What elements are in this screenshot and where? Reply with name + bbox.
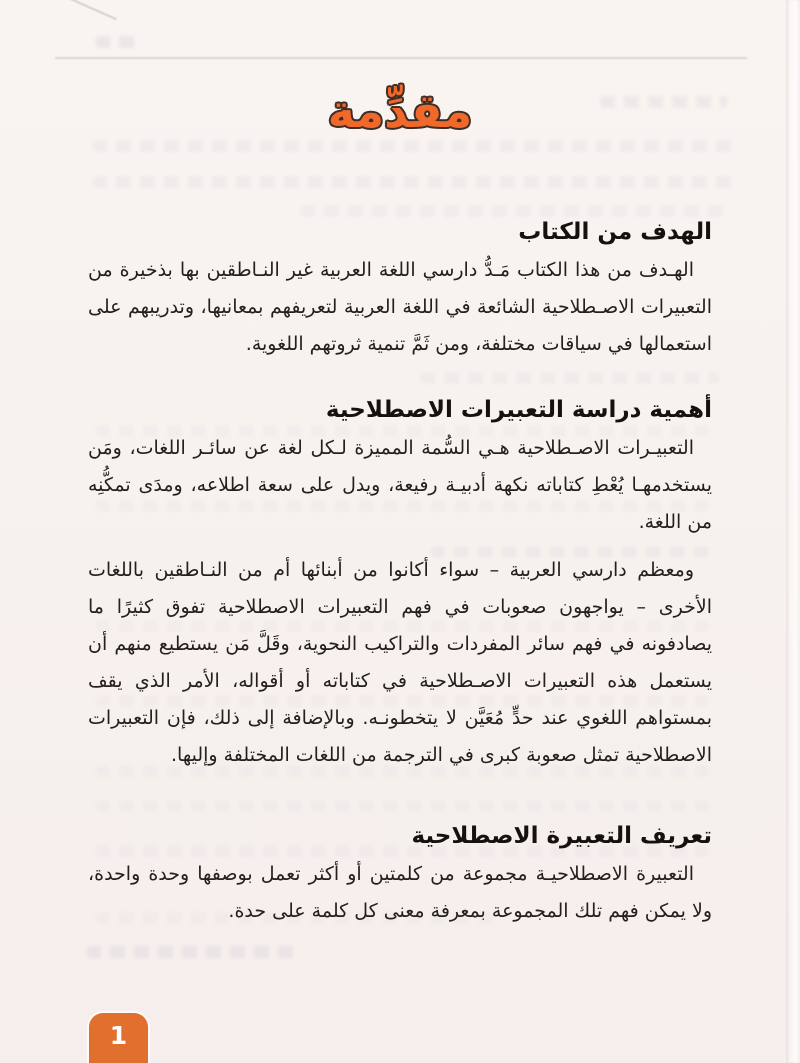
bleed-through-line — [92, 140, 737, 152]
paragraph-importance-1: التعبيـرات الاصـطلاحية هـي السُّمة المميزة لـكل لغة عن سائـر اللغات، ومَن يستخدمهـا يُعْطِ كتاباته نكهة أدبيـة رفيعة، ويدل على سعة اطلاعه، ومدَى تمكُّنِه من اللغة. — [88, 437, 712, 533]
page-edge-highlight — [786, 0, 800, 1063]
page-number-badge — [89, 1013, 148, 1063]
paragraph-goal: الهـدف من هذا الكتاب مَـدُّ دارسي اللغة العربية غير النـاطقين بها بذخيرة من التعبيرات الاصـطلاحية الشائعة في اللغة العربية لتعريفهم بمعانيها، وتدريبهم على استعمالها في سياقات مختلفة، ومن ثَمَّ تنمية ثروتهم اللغوية. — [88, 259, 712, 355]
page-number: 1 — [109, 1021, 128, 1050]
bleed-through-line — [95, 36, 140, 48]
page-title: مقدِّمة — [327, 84, 473, 138]
section-heading-goal: الهدف من الكتاب — [518, 219, 712, 245]
bleed-through-line — [420, 372, 720, 384]
bleed-through-line — [92, 176, 737, 188]
section-heading-definition: تعريف التعبيرة الاصطلاحية — [411, 823, 712, 849]
scan-artifact-corner — [61, 0, 117, 20]
bleed-through-line — [86, 946, 301, 958]
paragraph-definition: التعبيرة الاصطلاحيـة مجموعة من كلمتين أو أكثر تعمل بوصفها وحدة واحدة، ولا يمكن فهم تلك المجموعة بمعرفة معنى كل كلمة على حدة. — [88, 863, 712, 922]
section-heading-importance: أهمية دراسة التعبيرات الاصطلاحية — [325, 397, 712, 423]
bleed-through-rule — [55, 57, 747, 59]
bleed-through-line — [95, 800, 710, 812]
paragraph-importance-2: ومعظم دارسي العربية – سواء أكانوا من أبنائها أم من النـاطقين باللغات الأخرى – يواجهون صعوبات في فهم التعبيرات الاصطلاحية تفوق كثيرًا ما يصادفونه في فهم سائر المفردات والتراكيب النحوية، وقَلَّ مَن يستطيع منهم أن يستعمل هذه التعبيرات الاصـطلاحية في كتاباته أو أقواله، الأمر الذي يقف بمستواهم اللغوي عند حدٍّ مُعَيَّن لا يتخطونـه. وبالإضافة إلى ذلك، فإن التعبيرات الاصطلاحية تمثل صعوبة كبرى في الترجمة من اللغات المختلفة وإليها. — [88, 559, 712, 766]
